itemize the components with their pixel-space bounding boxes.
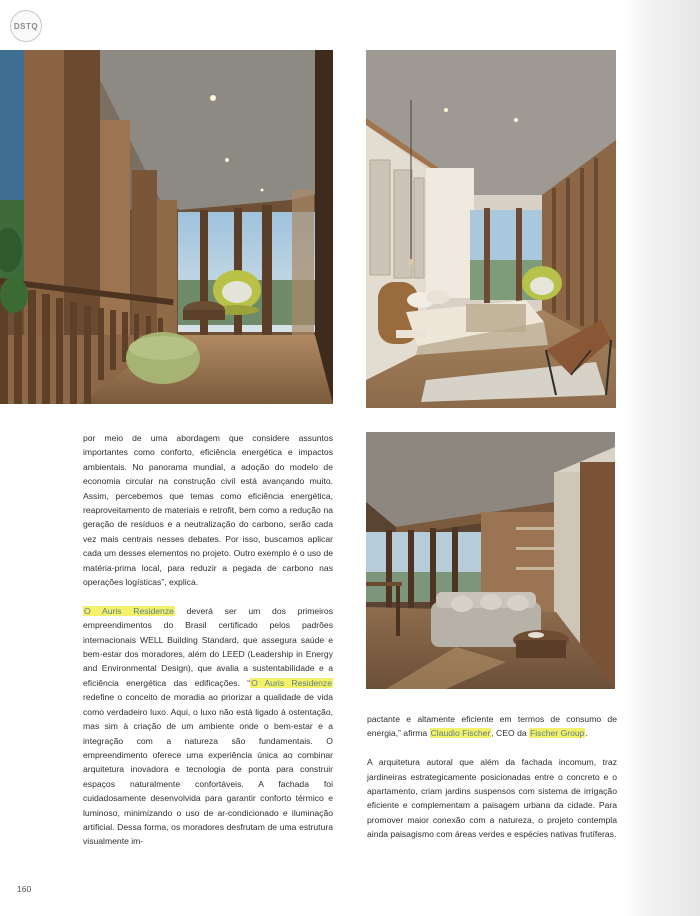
logo-text: DSTQ: [13, 21, 39, 31]
paragraph-right-1-part-3: .: [585, 728, 588, 739]
paragraph-right-1: [367, 712, 617, 741]
page-number: 160: [17, 884, 32, 894]
highlight-auris-residenze: O Auris Residenze: [84, 605, 174, 616]
highlight-auris-residenze-2: O Auris Residenze: [251, 677, 333, 688]
living-photo: [366, 432, 615, 689]
highlight-claudio-fischer: Claudio Fischer: [430, 728, 491, 739]
balcony-photo: [0, 50, 333, 404]
paragraph-left-2-part-1: deverá ser um dos primeiros empreendimentos do Brasil certificado pelos padrões internacionais WELL Building Standard, que assegura saúde e bem-estar dos moradores, além do LEED (Leadership in Energy and Environmental Design), que avalia a sustentabilidade e a eficiência energética das edificações. “: [83, 605, 333, 688]
paragraph-right-1-part-2: , CEO da: [491, 728, 530, 739]
paragraph-right-1-part-1: pactante e altamente eficiente em termos de consumo de energia,” afirma: [367, 714, 617, 739]
article-left-column: [83, 431, 333, 863]
page-gutter-shadow: [622, 0, 700, 916]
paragraph-left-2-part-2: redefine o conceito de moradia ao priorizar a qualidade de vida como verdadeiro luxo. Aqui, o luxo não está ligado à ostentação, mas sim à criação de um ambiente onde o bem-estar e a integração com a natureza são fundamentais. O empreendimento oferece uma experiência única ao combinar arquitetura inovadora e tecnologia de ponta para construir espaços naturalmente confortáveis. A fachada foi cuidadosamente desenvolvida para garantir conforto térmico e luminoso, minimizando o uso de ar-condicionado e iluminação artificial. Dessa forma, os moradores desfrutam de uma estrutura visualmente im-: [83, 692, 333, 847]
highlight-fischer-group: Fischer Group: [530, 728, 585, 739]
paragraph-left-1: por meio de uma abordagem que considere assuntos importantes como conforto, eficiência energética e impactos ambientais. No panorama mundial, a adoção do modelo de economia circular na construção civil está avançando muito. Assim, percebemos que temas como eficiência energética, reaproveitamento de materiais e retrofit, bem como a redução na geração de resíduos e a neutralização do carbono, serão cada vez mais centrais nesses debates. Por isso, buscamos aplicar cada um desses elementos no projeto. Outro exemplo é o uso de matéria-prima local, para reduzir a pegada de carbono nas operações logísticas”, explica.: [83, 433, 333, 588]
paragraph-right-2: A arquitetura autoral que além da fachada incomum, traz jardineiras estrategicamente posicionadas entre o concreto e o apartamento, criam jardins suspensos com sistema de irrigação eficiente e complementam a paisagem urbana da cidade. Para promover maior conexão com a natureza, o projeto contempla ainda paisagismo com áreas verdes e espécies nativas frutíferas.: [367, 757, 617, 840]
paragraph-left-2: [83, 604, 333, 849]
bedroom-photo: [366, 50, 616, 408]
article-right-column: [367, 712, 617, 856]
magazine-logo: [10, 10, 42, 42]
